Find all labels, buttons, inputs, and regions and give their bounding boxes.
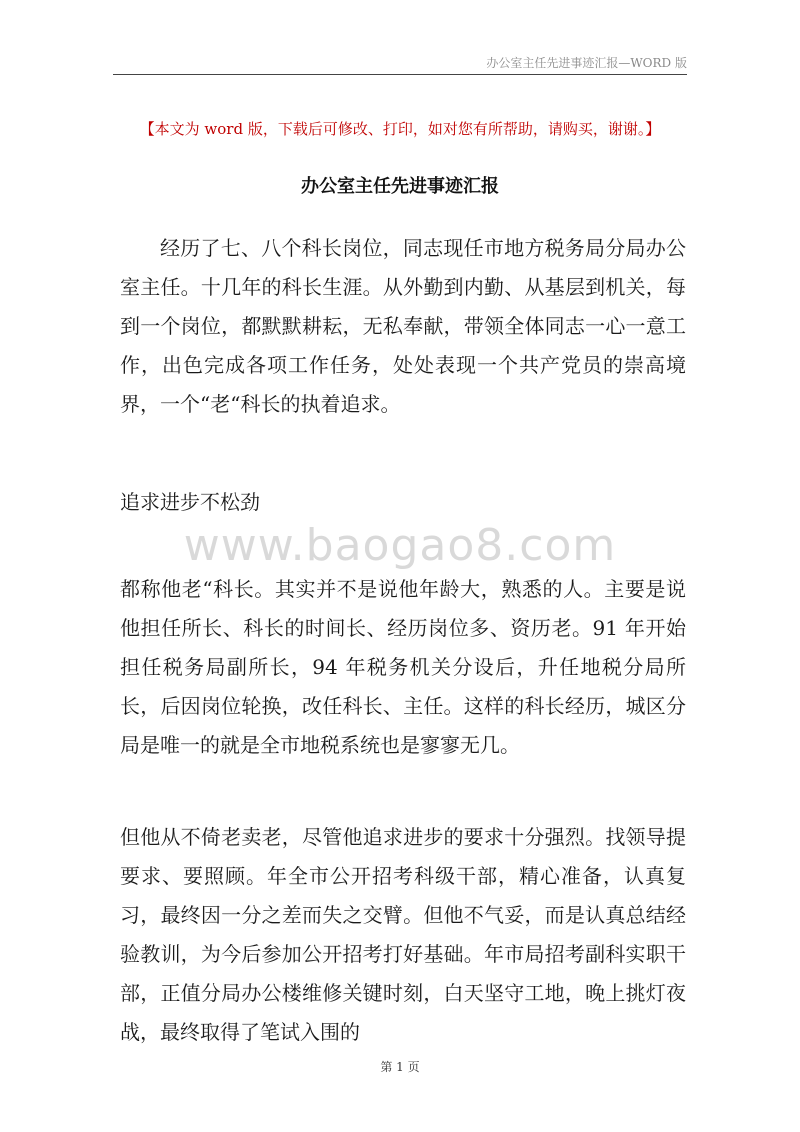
section-subheading: 追求进步不松劲 bbox=[120, 490, 260, 514]
second-paragraph: 都称他老“科长。其实并不是说他年龄大，熟悉的人。主要是说他担任所长、科长的时间长、经历岗位多、资历老。91 年开始担任税务局副所长，94 年税务机关分设后，升任地税分局所长，后因岗位轮换，改任科长、主任。这样的科长经历，城区分局是唯一的就是全市地税系统也是寥寥无几。 bbox=[120, 577, 686, 757]
watermark: www.baogao8.com bbox=[183, 520, 617, 571]
intro-paragraph: 经历了七、八个科长岗位，同志现任市地方税务局分局办公室主任。十几年的科长生涯。从外勤到内勤、从基层到机关，每到一个岗位，都默默耕耘，无私奉献，带领全体同志一心一意工作，出色完成各项工作任务，处处表现一个共产党员的崇高境界，一个“老“科长的执着追求。 bbox=[120, 236, 686, 416]
running-header: 办公室主任先进事迹汇报—WORD 版 bbox=[486, 56, 687, 70]
page-number: 第 1 页 bbox=[380, 1060, 420, 1074]
third-paragraph: 但他从不倚老卖老，尽管他追求进步的要求十分强烈。找领导提要求、要照顾。年全市公开招考科级干部，精心准备，认真复习，最终因一分之差而失之交臂。但他不气妥，而是认真总结经验教训，为今后参加公开招考打好基础。年市局招考副科实职干部，正值分局办公楼维修关键时刻，白天坚守工地，晚上挑灯夜战，最终取得了笔试入围的 bbox=[120, 825, 686, 1044]
purchase-notice: 【本文为 word 版，下载后可修改、打印，如对您有所帮助，请购买，谢谢。】 bbox=[139, 120, 661, 138]
document-title: 办公室主任先进事迹汇报 bbox=[301, 176, 499, 197]
header-divider bbox=[113, 74, 687, 75]
